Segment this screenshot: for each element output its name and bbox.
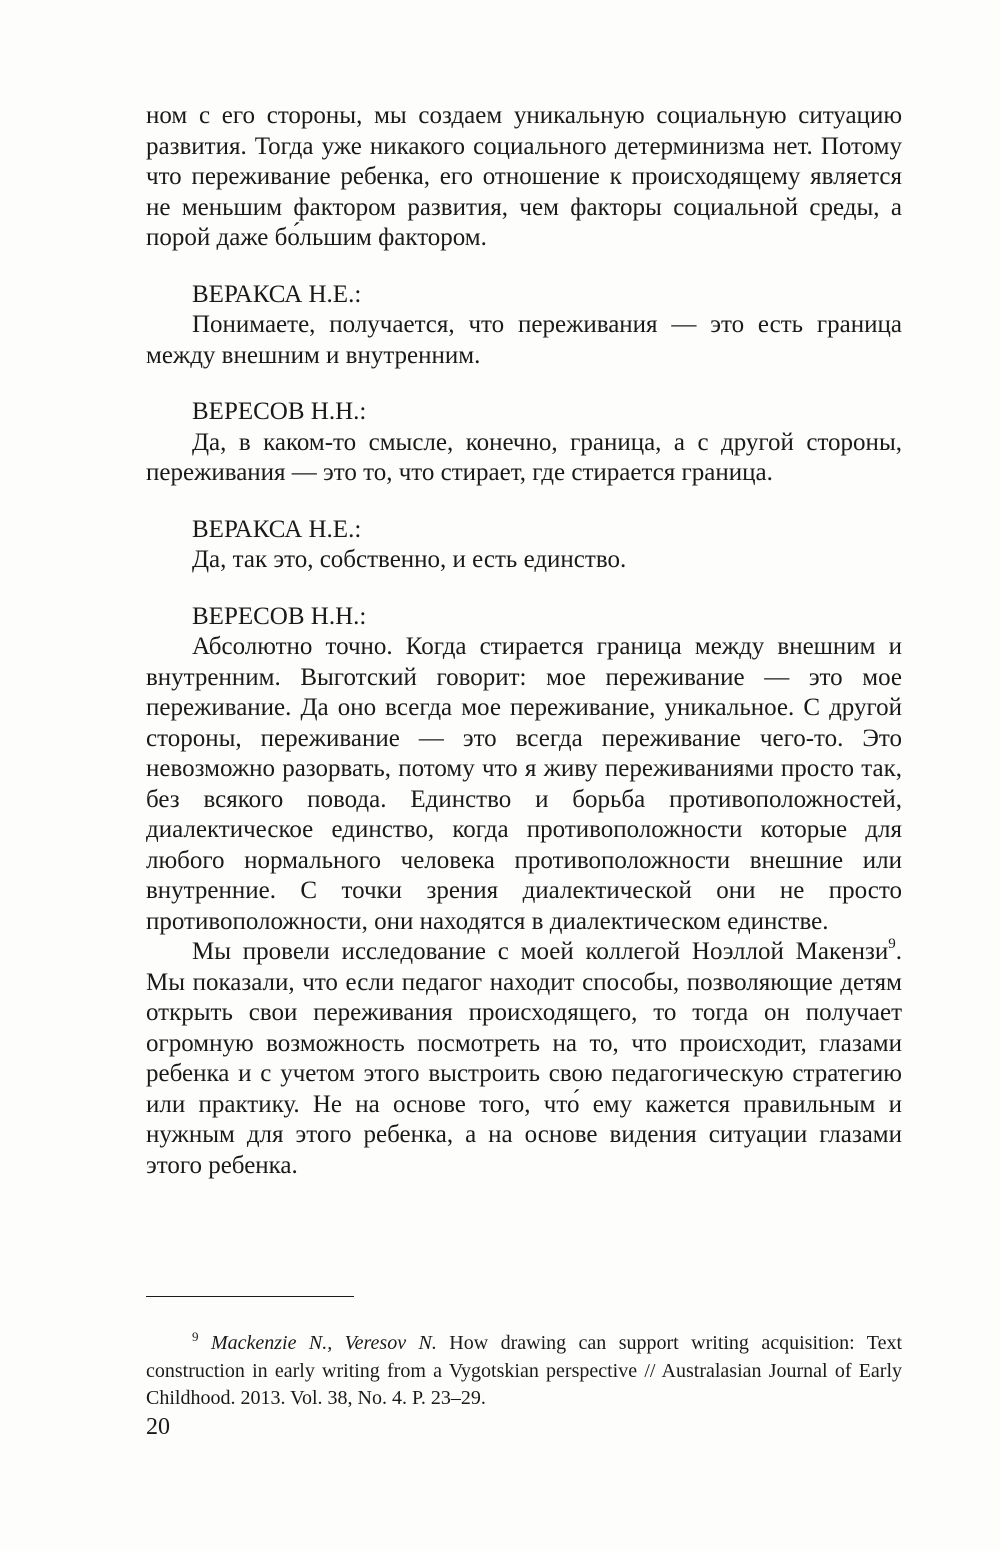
page-number: 20 [146, 1414, 170, 1440]
speech-paragraph: Да, в каком-то смысле, конечно, граница, а с другой стороны, переживания — это то, что стирает, где стирается граница. [146, 428, 902, 486]
main-text [146, 101, 902, 1181]
speaker-label: ВЕРЕСОВ Н.Н.: [192, 602, 367, 630]
footnote [146, 1330, 902, 1413]
paragraph-research [146, 937, 902, 1181]
paragraph-research-end: . Мы показали, что если педагог находит способы, позволяющие детям открыть свои переживания происходящего, то тогда он получает огромную возможность посмотреть на то, что происходит, глазами ребенка и с учетом этого выстроить свою педагогическую стратегию или практику. Не на основе того, что́ ему кажется правильным и нужным для этого ребенка, а на основе видения ситуации глазами этого ребенка. [146, 938, 902, 1179]
footnote-authors: Mackenzie N., Veresov N. [210, 1332, 437, 1354]
speaker-label: ВЕРАКСА Н.Е.: [192, 280, 362, 308]
speech-paragraph: Понимаете, получается, что переживания — это есть граница между внешним и внутренним. [146, 311, 902, 369]
speaker-label: ВЕРАКСА Н.Е.: [192, 515, 362, 543]
footnote-text: How drawing can support writing acquisition: Text construction in early writing from a Vygotskian perspective // Australasian Journal of Early Childhood. 2013. Vol. 38, No. 4. P. 23–29. [146, 1332, 902, 1409]
speech-paragraph: Абсолютно точно. Когда стирается граница между внешним и внутренним. Выготский говорит: мое переживание — это мое переживание. Да оно всегда мое переживание, уникальное. С другой стороны, переживание — это всегда переживание чего-то. Это невозможно разорвать, потому что я живу переживаниями просто так, без всякого повода. Единство и борьба противоположностей, диалектическое единство, когда противоположности которые для любого нормального человека противоположности внешние или внутренние. С точки зрения диалектической они не просто противоположности, они находятся в диалектическом единстве. [146, 633, 902, 935]
paragraph-research-start: Мы провели исследование с моей коллегой Ноэллой Макензи [192, 938, 889, 965]
footnote-number: 9 [192, 1329, 199, 1344]
speech-paragraph: Да, так это, собственно, и есть единство. [192, 546, 627, 573]
paragraph-opening: ном с его стороны, мы создаем уникальную социальную ситуацию развития. Тогда уже никакого социального детерминизма нет. Потому что переживание ребенка, его отношение к происходящему является не меньшим фактором развития, чем факторы социальной среды, а порой даже бо́льшим фактором. [146, 102, 902, 251]
footnote-divider [146, 1296, 354, 1297]
speaker-label: ВЕРЕСОВ Н.Н.: [192, 398, 367, 425]
footnote-reference[interactable]: 9 [888, 936, 896, 952]
